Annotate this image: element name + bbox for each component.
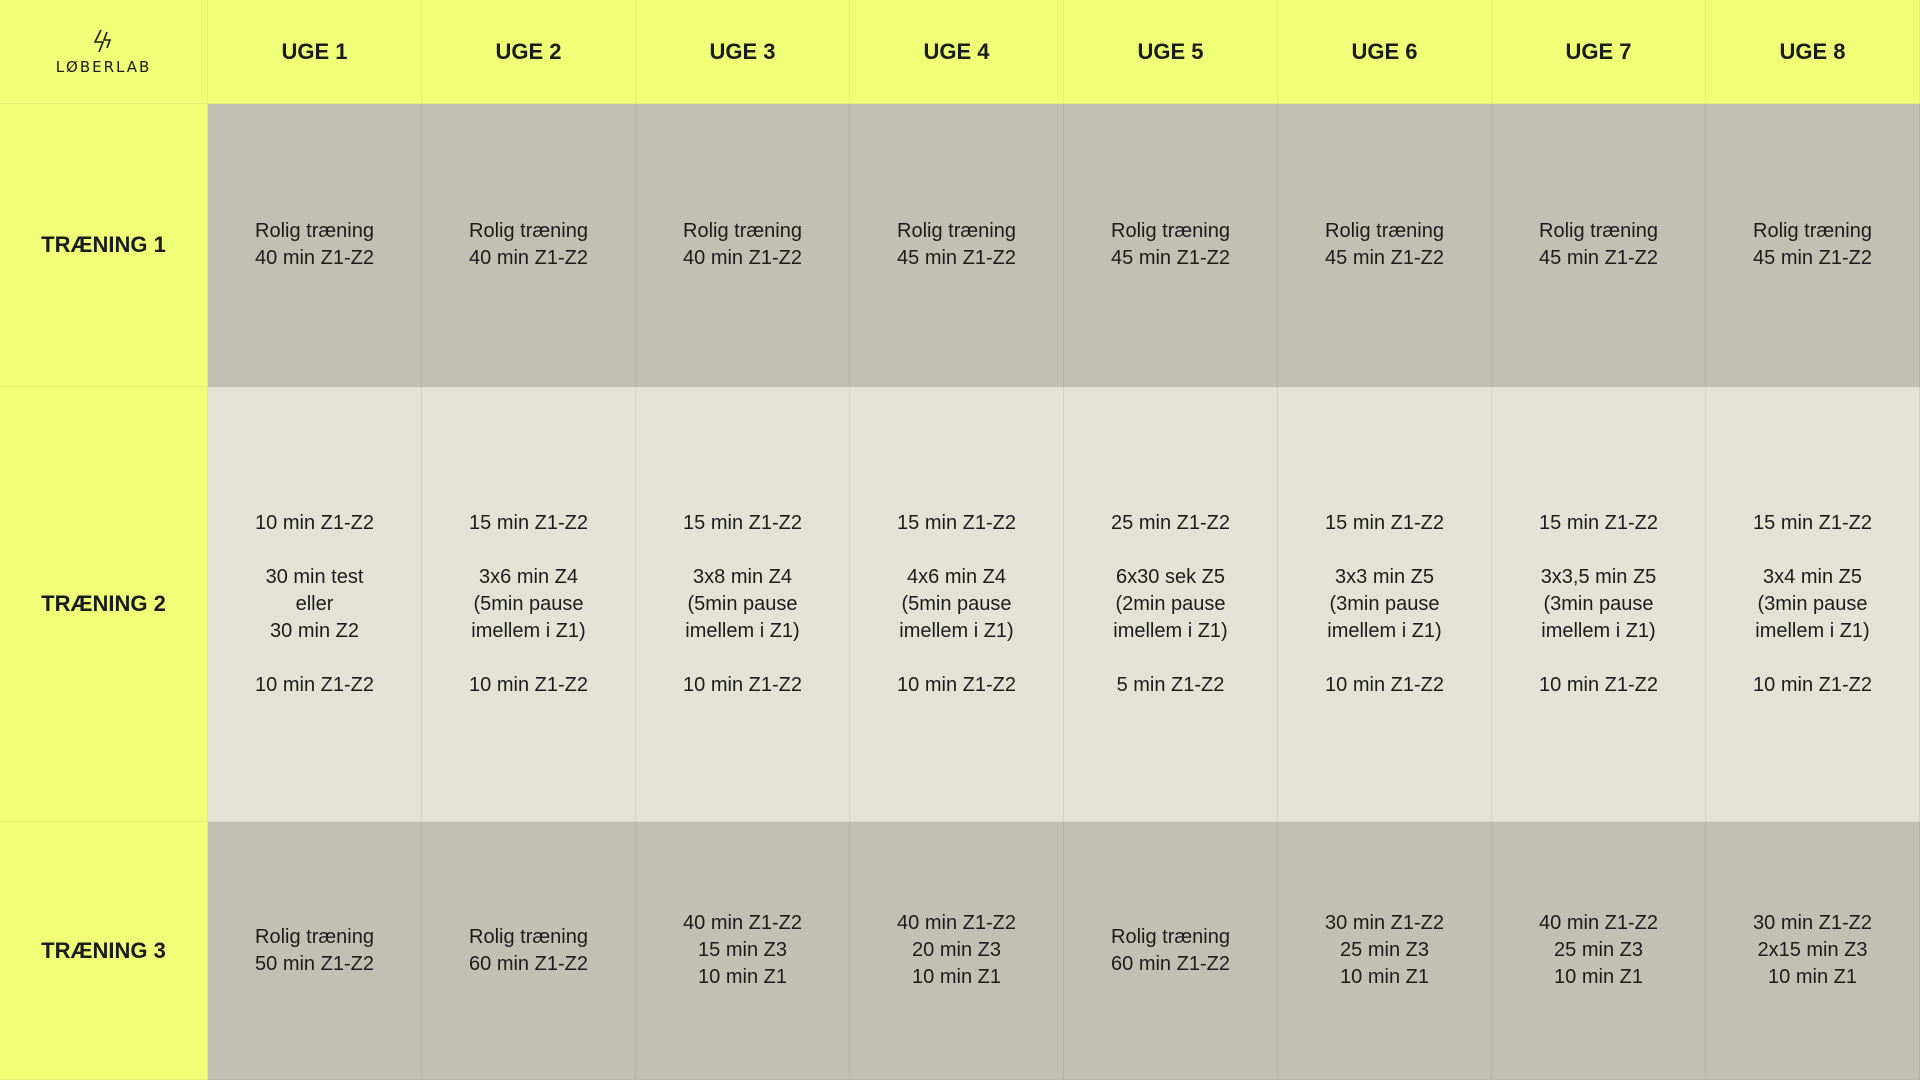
- row-label-training-1: TRÆNING 1: [0, 104, 208, 387]
- session-cell: Rolig træning 45 min Z1-Z2: [1278, 104, 1492, 387]
- session-cell: 15 min Z1-Z2 3x3 min Z5 (3min pause imellem i Z1) 10 min Z1-Z2: [1278, 387, 1492, 822]
- session-cell: 40 min Z1-Z2 25 min Z3 10 min Z1: [1492, 822, 1706, 1080]
- week-header: UGE 1: [208, 0, 422, 104]
- week-header: UGE 8: [1706, 0, 1920, 104]
- session-cell: 30 min Z1-Z2 25 min Z3 10 min Z1: [1278, 822, 1492, 1080]
- lightning-bolt-icon: [91, 28, 117, 54]
- row-label-training-3: TRÆNING 3: [0, 822, 208, 1080]
- session-cell: 15 min Z1-Z2 3x3,5 min Z5 (3min pause imellem i Z1) 10 min Z1-Z2: [1492, 387, 1706, 822]
- session-cell: Rolig træning 50 min Z1-Z2: [208, 822, 422, 1080]
- session-cell: Rolig træning 40 min Z1-Z2: [208, 104, 422, 387]
- session-cell: Rolig træning 60 min Z1-Z2: [1064, 822, 1278, 1080]
- session-cell: 40 min Z1-Z2 15 min Z3 10 min Z1: [636, 822, 850, 1080]
- week-header: UGE 6: [1278, 0, 1492, 104]
- brand-name: LØBERLAB: [55, 57, 152, 76]
- week-header: UGE 2: [422, 0, 636, 104]
- session-cell: 15 min Z1-Z2 3x8 min Z4 (5min pause imellem i Z1) 10 min Z1-Z2: [636, 387, 850, 822]
- session-cell: 10 min Z1-Z2 30 min test eller 30 min Z2 10 min Z1-Z2: [208, 387, 422, 822]
- session-cell: 15 min Z1-Z2 4x6 min Z4 (5min pause imellem i Z1) 10 min Z1-Z2: [850, 387, 1064, 822]
- session-cell: 15 min Z1-Z2 3x4 min Z5 (3min pause imellem i Z1) 10 min Z1-Z2: [1706, 387, 1920, 822]
- brand-logo: [0, 0, 208, 104]
- session-cell: 40 min Z1-Z2 20 min Z3 10 min Z1: [850, 822, 1064, 1080]
- session-cell: Rolig træning 45 min Z1-Z2: [1706, 104, 1920, 387]
- week-header: UGE 4: [850, 0, 1064, 104]
- row-label-training-2: TRÆNING 2: [0, 387, 208, 822]
- session-cell: 30 min Z1-Z2 2x15 min Z3 10 min Z1: [1706, 822, 1920, 1080]
- week-header: UGE 3: [636, 0, 850, 104]
- session-cell: Rolig træning 60 min Z1-Z2: [422, 822, 636, 1080]
- session-cell: 25 min Z1-Z2 6x30 sek Z5 (2min pause imellem i Z1) 5 min Z1-Z2: [1064, 387, 1278, 822]
- session-cell: Rolig træning 45 min Z1-Z2: [1064, 104, 1278, 387]
- session-cell: 15 min Z1-Z2 3x6 min Z4 (5min pause imellem i Z1) 10 min Z1-Z2: [422, 387, 636, 822]
- week-header: UGE 7: [1492, 0, 1706, 104]
- session-cell: Rolig træning 45 min Z1-Z2: [850, 104, 1064, 387]
- week-header: UGE 5: [1064, 0, 1278, 104]
- session-cell: Rolig træning 40 min Z1-Z2: [636, 104, 850, 387]
- session-cell: Rolig træning 45 min Z1-Z2: [1492, 104, 1706, 387]
- session-cell: Rolig træning 40 min Z1-Z2: [422, 104, 636, 387]
